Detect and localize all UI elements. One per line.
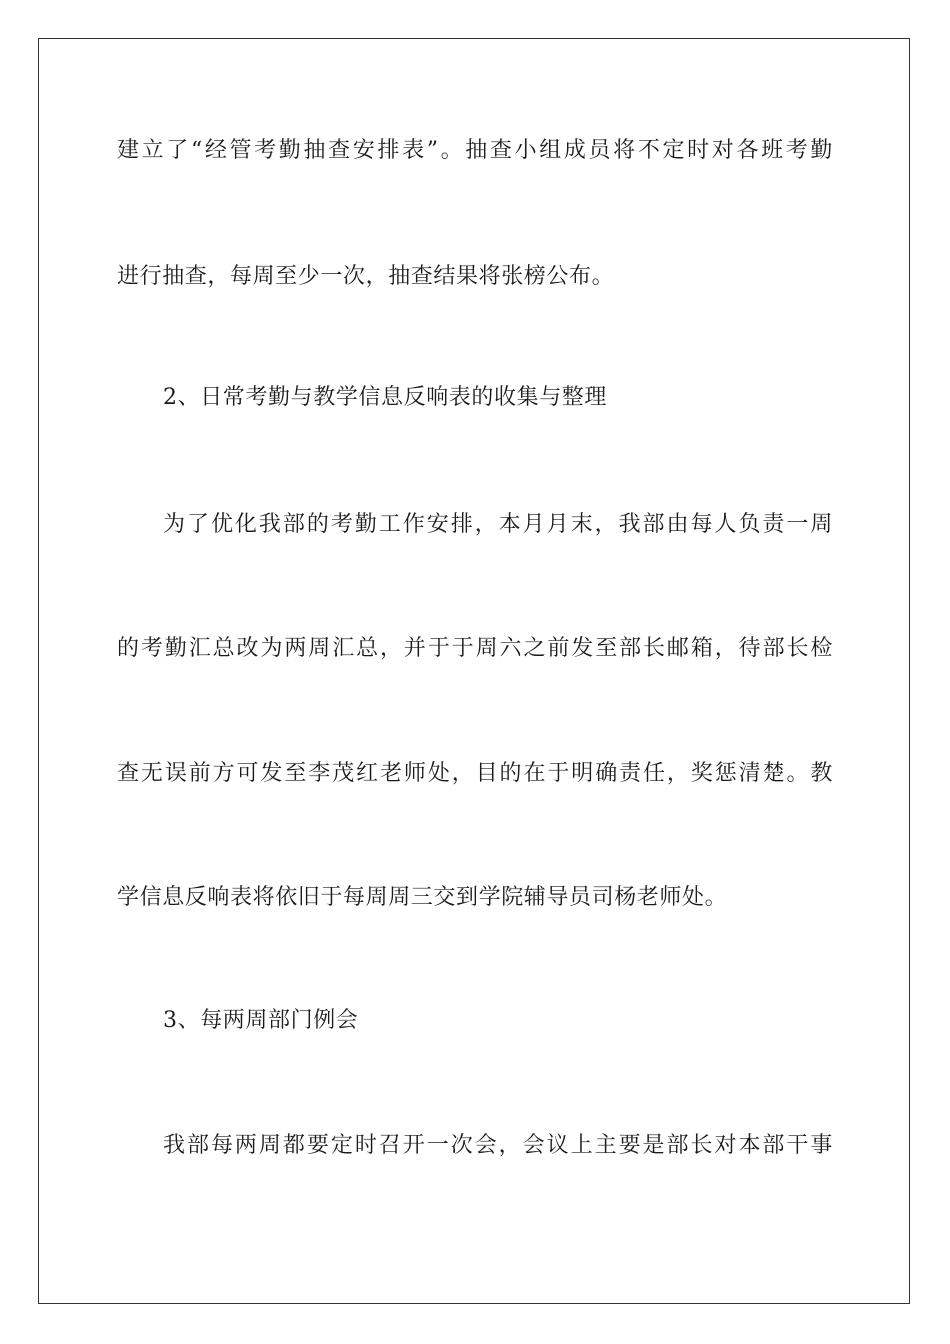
paragraph-line: 建立了“经管考勤抽查安排表”。抽查小组成员将不定时对各班考勤	[117, 138, 833, 163]
paragraph-line: 的考勤汇总改为两周汇总，并于于周六之前发至部长邮箱，待部长检	[117, 636, 833, 661]
section-heading: 2、日常考勤与教学信息反响表的收集与整理	[163, 385, 607, 410]
paragraph-line: 我部每两周都要定时召开一次会，会议上主要是部长对本部干事	[163, 1133, 833, 1158]
paragraph-line: 学信息反响表将依旧于每周周三交到学院辅导员司杨老师处。	[117, 885, 728, 910]
paragraph-line: 查无误前方可发至李茂红老师处，目的在于明确责任，奖惩清楚。教	[117, 761, 833, 786]
paragraph-line: 进行抽查，每周至少一次，抽查结果将张榜公布。	[117, 264, 615, 289]
section-heading: 3、每两周部门例会	[163, 1008, 359, 1033]
paragraph-line: 为了优化我部的考勤工作安排，本月月末，我部由每人负责一周	[163, 512, 833, 537]
page-border	[38, 38, 910, 1304]
